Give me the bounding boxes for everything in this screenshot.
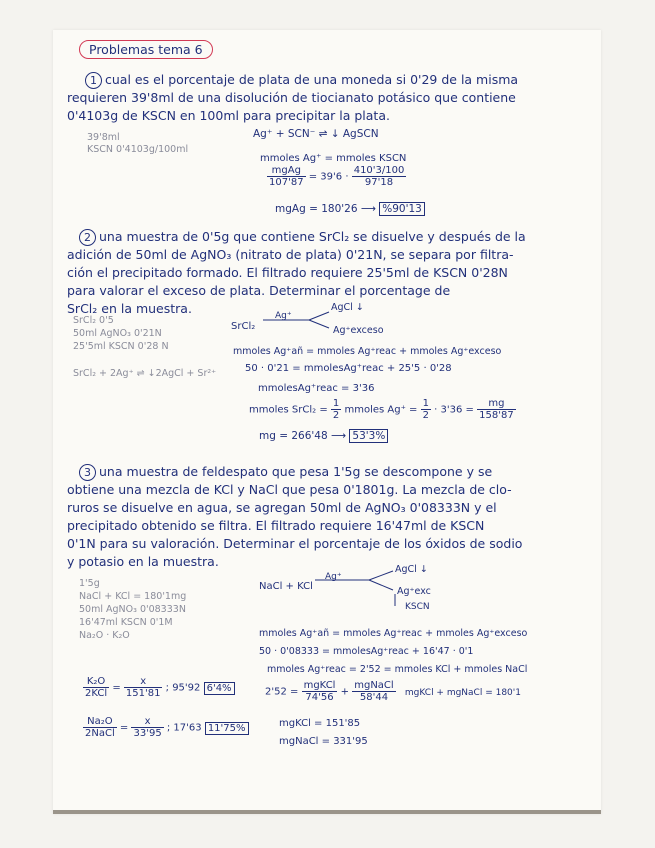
problem-2-number: 2 [79,229,96,246]
problem-3-reacted-silver: mmoles Ag⁺reac = 2'52 = mmoles KCl + mmoles NaCl [267,664,528,675]
problem-1-data-2: KSCN 0'4103g/100ml [87,144,189,155]
problem-2-reaction: SrCl₂ + 2Ag⁺ ⇌ ↓2AgCl + Sr²⁺ [73,368,217,379]
problem-3-data-4: 16'47ml KSCN 0'1M [79,617,173,628]
problem-2-statement-line-1: 2 una muestra de 0'5g que contiene SrCl₂ se disuelve y después de la [79,229,526,246]
problem-2-mole-balance: mmoles Ag⁺añ = mmoles Ag⁺reac + mmoles Ag⁺exceso [233,346,502,357]
problem-3-sodium-oxide-calc: $\frac{\text{Na₂O}}{\text{2NaCl}}$ = $\frac{x}{33'95}$ ; 17'63 11'75% [83,716,249,739]
problem-2-statement-line-2: adición de 50ml de AgNO₃ (nitrato de plata) 0'21N, se separa por filtra- [67,247,514,262]
problem-2-scheme-precipitate: AgCl ↓ [331,302,364,313]
problem-1-statement-line-2: requieren 39'8ml de una disolución de tiocianato potásico que contiene [67,90,516,105]
problem-1-answer: %90'13 [379,202,425,216]
problem-2-data-2: 50ml AgNO₃ 0'21N [73,328,162,339]
problem-3-data-2: NaCl + KCl = 180'1mg [79,591,187,602]
branch-arrow-icon [315,568,397,608]
problem-3-data-1: 1'5g [79,578,100,589]
problem-3-data-5: Na₂O · K₂O [79,630,130,641]
problem-3-statement-line-4: precipitado obtenido se filtra. El filtrado requiere 16'47ml de KSCN [67,518,485,533]
problem-2-answer: 53'3% [349,429,388,443]
problem-3-statement-line-1: 3 una muestra de feldespato que pesa 1'5g se descompone y se [79,464,492,481]
problem-1-statement-line-1: 1 cual es el porcentaje de plata de una moneda si 0'29 de la misma [85,72,518,89]
problem-3-scheme-reactant: NaCl + KCl [259,581,313,592]
problem-3-number: 3 [79,464,96,481]
problem-3-statement-line-2: obtiene una mezcla de KCl y NaCl que pesa 0'1801g. La mezcla de clo- [67,482,512,497]
problem-3-statement-line-5: 0'1N para su valoración. Determinar el porcentaje de los óxidos de sodio [67,536,523,551]
branch-arrow-icon [263,308,333,332]
problem-1-equivalence: mmoles Ag⁺ = mmoles KSCN [260,153,407,164]
problem-3-system: 2'52 = $\frac{\text{mgKCl}}{74'56}$ + $\frac{\text{mgNaCl}}{58'44}$ mgKCl + mgNaCl = 180'1 [265,680,521,703]
problem-3-scheme-precipitate: AgCl ↓ [395,564,428,575]
problem-3-scheme-reagent: Ag⁺ [325,572,342,582]
problem-1-reaction: Ag⁺ + SCN⁻ ⇌ ↓ AgSCN [253,128,379,140]
problem-2-scheme-reagent: Ag⁺ [275,311,292,321]
problem-3-kcl-result: mgKCl = 151'85 [279,718,361,729]
problem-2-data-1: SrCl₂ 0'5 [73,315,114,326]
problem-2-scheme-reactant: SrCl₂ [231,321,256,332]
problem-3-data-3: 50ml AgNO₃ 0'08333N [79,604,186,615]
problem-2-strontium-calc: mmoles SrCl₂ = $\frac{1}{2}$ mmoles Ag⁺ = $\frac{1}{2}$ · 3'36 = $\frac{mg}{158'87}$ [249,398,514,421]
problem-2-statement-line-3: ción el precipitado formado. El filtrado requiere 25'5ml de KSCN 0'28N [67,265,508,280]
problem-1-statement-line-3: 0'4103g de KSCN en 100ml para precipitar la plata. [67,108,390,123]
problem-1-data-1: 39'8ml [87,132,120,143]
problem-3-potassium-oxide-calc: $\frac{\text{K₂O}}{\text{2KCl}}$ = $\frac{x}{151'81}$ ; 95'92 6'4% [83,676,235,699]
problem-2-substitution: 50 · 0'21 = mmolesAg⁺reac + 25'5 · 0'28 [245,363,452,374]
problem-3-k2o-answer: 6'4% [204,682,235,695]
problem-3-statement-line-6: y potasio en la muestra. [67,554,219,569]
page-title: Problemas tema 6 [79,40,213,59]
problem-3-na2o-answer: 11'75% [205,722,249,735]
problem-3-mole-balance: mmoles Ag⁺añ = mmoles Ag⁺reac + mmoles Ag⁺exceso [259,628,528,639]
problem-1-calculation: $\frac{\text{mgAg}}{107'87}$ = 39'6 · $\frac{410'3/100}{97'18}$ [269,165,405,188]
problem-3-statement-line-3: ruros se disuelve en agua, se agregan 50ml de AgNO₃ 0'08333N y el [67,500,497,515]
problem-3-substitution: 50 · 0'08333 = mmolesAg⁺reac + 16'47 · 0'1 [259,646,474,657]
problem-3-scheme-excess: Ag⁺exc [397,586,431,597]
problem-2-reacted-silver: mmolesAg⁺reac = 3'36 [258,383,375,394]
notebook-page [53,30,601,814]
problem-2-statement-line-5: SrCl₂ en la muestra. [67,301,192,316]
problem-2-statement-line-4: para valorar el exceso de plata. Determinar el porcentage de [67,283,451,298]
problem-3-scheme-titrant: KSCN [405,602,430,612]
problem-2-result: mg = 266'48 ⟶ 53'3% [259,429,388,444]
problem-1-number: 1 [85,72,102,89]
problem-2-scheme-excess: Ag⁺exceso [333,325,384,336]
problem-1-result: mgAg = 180'26 ⟶ %90'13 [275,202,425,217]
problem-2-data-3: 25'5ml KSCN 0'28 N [73,341,169,352]
problem-3-nacl-result: mgNaCl = 331'95 [279,736,368,747]
